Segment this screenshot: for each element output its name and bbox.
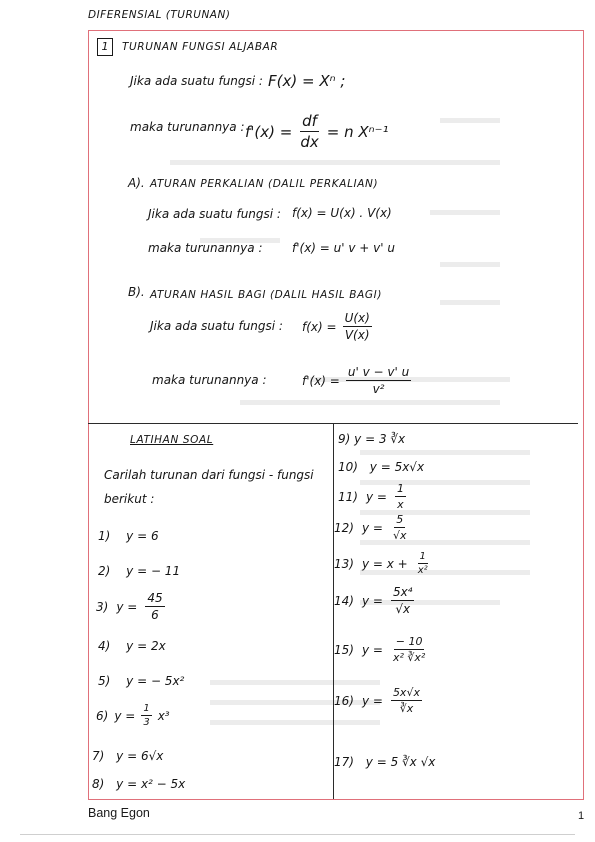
exercise-expression: y = 6	[126, 529, 159, 543]
exercise-expression-lhs: y =	[361, 693, 383, 708]
section-title-turunan-fungsi-aljabar: TURUNAN FUNGSI ALJABAR	[122, 41, 279, 53]
exercise-number: 13)	[334, 556, 354, 571]
section-number-box: 1	[97, 38, 113, 56]
exercise-number: 9)	[338, 432, 351, 446]
exercise-number: 10)	[338, 460, 358, 474]
section-a-label: A).	[128, 176, 145, 190]
fraction-numerator: 5	[396, 513, 404, 526]
exercise-expression-lhs: y = x +	[361, 556, 408, 571]
exercise-expression-lhs: y =	[114, 708, 136, 723]
page-number: 1	[578, 810, 585, 822]
fraction-numerator: − 10	[395, 635, 423, 648]
exercise-fraction	[391, 686, 422, 715]
quotient-rule-numerator: u' v − v' u	[347, 365, 410, 379]
fraction-denominator: ∛x	[399, 702, 414, 715]
exercise-item	[334, 635, 427, 664]
quotient-rule-denominator: v²	[372, 382, 385, 396]
fraction-numerator: 5x√x	[392, 686, 420, 699]
exercise-expression: y = x² − 5x	[116, 777, 186, 791]
fraction-denominator: x² ∛x²	[392, 651, 426, 664]
exercise-fraction	[416, 551, 430, 576]
fraction-numerator: 5x⁴	[392, 585, 413, 599]
section-b-derivative-label: maka turunannya :	[152, 373, 267, 387]
fraction-numerator: 1	[419, 551, 426, 562]
power-rule-rhs: = n Xⁿ⁻¹	[326, 122, 389, 141]
section-b-label: B).	[128, 285, 145, 299]
exercise-expression-lhs: y =	[365, 489, 387, 504]
exercise-number: 16)	[334, 693, 354, 708]
exercises-instruction-line2: berikut :	[104, 492, 155, 506]
exercise-expression: y = 3 ∛x	[354, 432, 406, 446]
exercise-item	[338, 460, 424, 474]
quotient-function-formula	[302, 311, 372, 342]
product-function-formula: f(x) = U(x) . V(x)	[292, 206, 392, 220]
exercise-item	[98, 639, 166, 653]
exercise-number: 7)	[92, 749, 105, 763]
exercise-number: 15)	[334, 642, 354, 657]
v-denominator: V(x)	[344, 328, 370, 342]
exercise-number: 8)	[92, 777, 105, 791]
exercise-expression-lhs: y =	[116, 599, 138, 614]
exercise-expression: y = 6√x	[116, 749, 164, 763]
exercise-item	[92, 777, 185, 791]
exercise-expression-lhs: y =	[361, 593, 383, 608]
section-a-intro: Jika ada suatu fungsi :	[148, 207, 281, 221]
fraction-numerator: 1	[396, 482, 404, 495]
exercise-expression-lhs: y =	[361, 520, 383, 535]
exercise-number: 5)	[98, 674, 111, 688]
exercise-fraction	[391, 513, 409, 542]
exercise-item	[96, 703, 170, 728]
exercise-expression: y = 2x	[126, 639, 166, 653]
exercise-number: 14)	[334, 593, 354, 608]
exercise-item	[98, 674, 184, 688]
power-rule-formula	[245, 112, 389, 151]
section-a-title: ATURAN PERKALIAN (DALIL PERKALIAN)	[150, 178, 379, 190]
footer-rule	[20, 834, 575, 835]
fraction-denominator: √x	[395, 602, 411, 616]
exercise-number: 6)	[96, 708, 109, 723]
exercise-number: 4)	[98, 639, 111, 653]
exercise-expression-lhs: y =	[361, 642, 383, 657]
exercise-item	[334, 686, 422, 715]
exercise-item	[98, 529, 159, 543]
exercise-item	[334, 755, 435, 769]
exercise-fraction	[145, 591, 164, 622]
quotient-function-lhs: f(x) =	[302, 319, 337, 334]
exercises-instruction-line1: Carilah turunan dari fungsi - fungsi	[104, 468, 314, 482]
u-over-v-fraction	[343, 311, 372, 342]
exercise-number: 12)	[334, 520, 354, 535]
exercise-item	[338, 432, 405, 446]
u-numerator: U(x)	[344, 311, 370, 325]
exercise-number: 11)	[338, 489, 358, 504]
author-name: Bang Egon	[88, 806, 150, 820]
section-b-intro: Jika ada suatu fungsi :	[150, 319, 283, 333]
exercise-fraction	[141, 703, 151, 728]
fraction-denominator: √x	[392, 529, 407, 542]
quotient-rule-lhs: f'(x) =	[302, 373, 340, 388]
exercises-title: LATIHAN SOAL	[130, 434, 214, 446]
exercise-item	[92, 749, 163, 763]
exercise-expression: y = − 5x²	[126, 674, 185, 688]
df-numerator: df	[302, 112, 317, 130]
exercise-expression: y = − 11	[126, 564, 181, 578]
exercise-number: 1)	[98, 529, 111, 543]
dx-denominator: dx	[300, 133, 319, 151]
fraction-denominator: 6	[151, 608, 159, 622]
exercise-fraction	[391, 585, 415, 616]
base-function-formula: F(x) = Xⁿ ;	[268, 72, 346, 90]
fraction-numerator: 1	[143, 703, 150, 714]
fraction-numerator: 45	[147, 591, 163, 605]
quotient-rule-fraction	[346, 365, 411, 396]
fraction-denominator: 3	[143, 717, 150, 728]
product-rule-formula: f'(x) = u' v + v' u	[292, 241, 395, 255]
exercise-fraction	[395, 482, 406, 511]
exercise-item	[334, 551, 430, 576]
fraction-denominator: x²	[417, 565, 428, 576]
exercise-expression-rhs: x³	[157, 708, 170, 723]
exercise-item	[334, 513, 408, 542]
exercise-number: 17)	[334, 755, 354, 769]
power-rule-lhs: f'(x) =	[245, 122, 293, 141]
intro-text: Jika ada suatu fungsi :	[130, 74, 263, 88]
fraction-denominator: x	[397, 498, 404, 511]
exercise-item	[98, 564, 180, 578]
exercise-number: 3)	[96, 599, 109, 614]
section-b-title: ATURAN HASIL BAGI (DALIL HASIL BAGI)	[150, 289, 383, 301]
section-a-derivative-label: maka turunannya :	[148, 241, 263, 255]
exercise-item	[338, 482, 406, 511]
exercise-expression: y = 5 ∛x √x	[365, 755, 436, 769]
exercise-item	[334, 585, 414, 616]
exercise-number: 2)	[98, 564, 111, 578]
exercise-expression: y = 5x√x	[369, 460, 425, 474]
quotient-rule-formula	[302, 365, 411, 396]
exercise-fraction	[391, 635, 427, 664]
page-header-title: DIFERENSIAL (TURUNAN)	[88, 9, 231, 21]
df-dx-fraction	[298, 112, 320, 151]
derivative-label: maka turunannya :	[130, 120, 245, 134]
exercise-item	[96, 591, 165, 622]
